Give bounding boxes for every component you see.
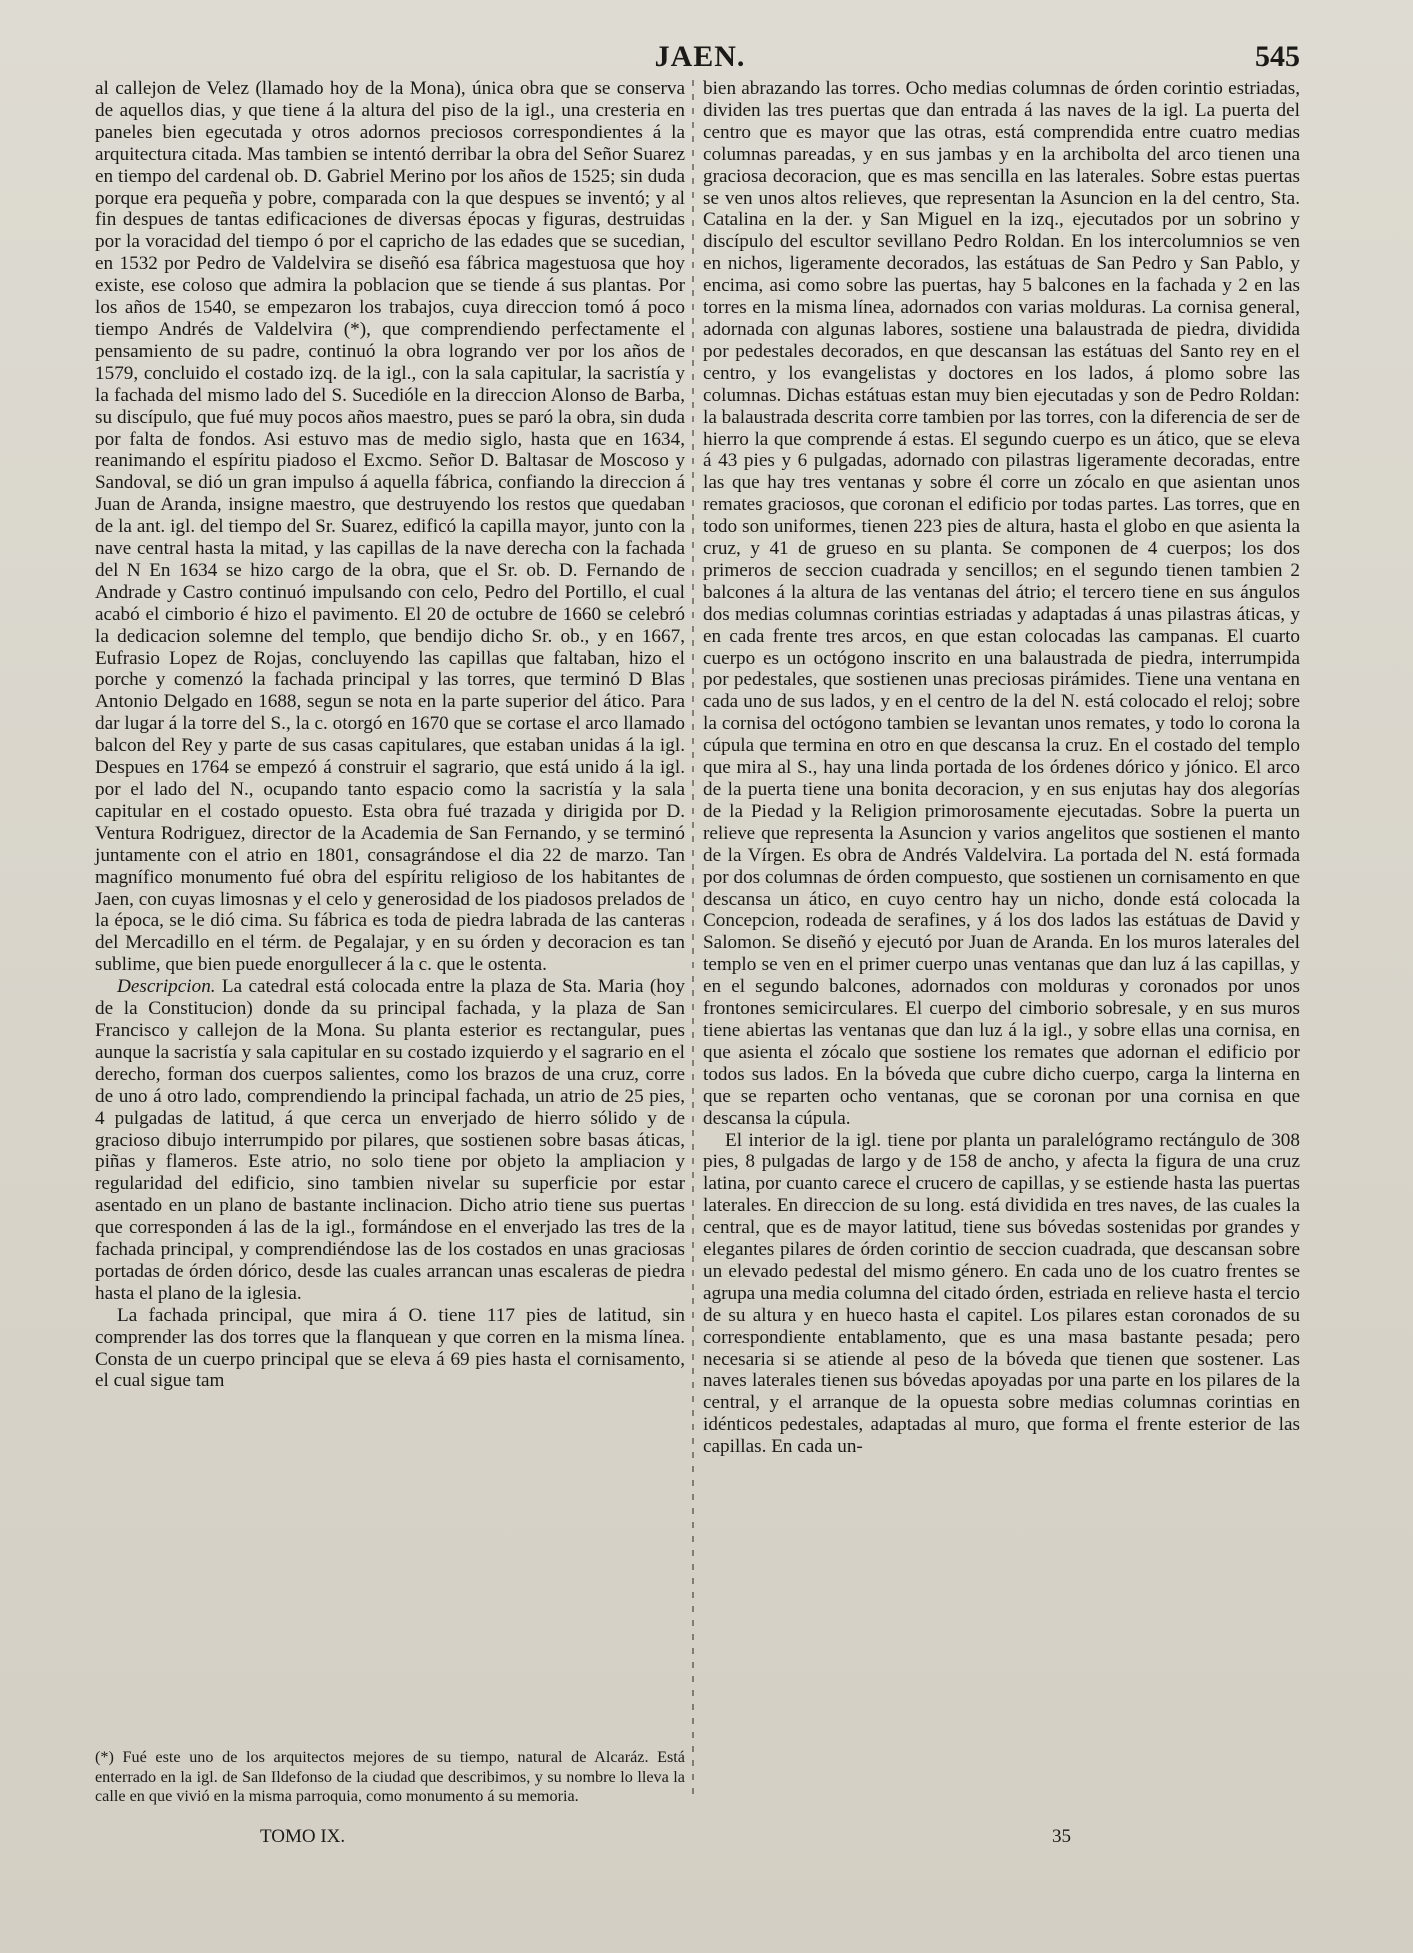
facade-continuation-paragraph: bien abrazando las torres. Ocho medias columnas de órden corintio estriadas, dividen las tres puertas que dan entrada á las naves de la igl. La puerta del centro que es mayor que las otras, está comprendida entre cuatro medias columnas pareadas, y en sus jambas y en la archibolta del arco tienen una graciosa decoracion, que es mas sencilla en las laterales. Sobre estas puertas se ven unos altos relieves, que representan la Asuncion en la del centro, Sta. Catalina en la der. y San Miguel en la izq., ejecutados por un sobrino y discípulo del escultor sevillano Pedro Roldan. En los intercolumnios se ven en nichos, ligeramente decorados, las estátuas de San Pedro y San Pablo, y encima, asi como sobre las puertas, hay 5 balcones en la fachada y 2 en las torres en la misma línea, adornados con varias molduras. La cornisa general, adornada con algunas labores, sostiene una balaustrada de piedra, dividida por pedestales decorados, en que descansan las estátuas del Santo rey en el centro, y los evangelistas y doctores en los lados, á plomo sobre las columnas. Dichas estátuas estan muy bien ejecutadas y son de Pedro Roldan: la balaustrada descrita corre tambien por las torres, con la diferencia de ser de hierro la que comprende á estas. El segundo cuerpo es un ático, que se eleva á 43 pies y 6 pulgadas, adornado con pilastras ligeramente decoradas, entre las que hay tres ventanas y sobre él corre un zócalo en que asientan unos remates graciosos, que coronan el edificio por todas partes. Las torres, que en todo son uniformes, tienen 223 pies de altura, hasta el globo en que asienta la cruz, y 41 de grueso en su planta. Se componen de 4 cuerpos; los dos primeros de seccion cuadrada y sencillos; en el segundo tienen tambien 2 balcones á la altura de las ventanas del átrio; el tercero tiene en sus ángulos dos medias columnas corintias estriadas y adaptadas á unas pilastras áticas, y en cada frente tres arcos, en que estan colocadas las campanas. El cuarto cuerpo es un octógono inscrito en una balaustrada de piedra, interrumpida por pedestales, que sostienen unas preciosas pirámides. Tiene una ventana en cada uno de sus lados, y en el centro de la del N. está colocado el reloj; sobre la cornisa del octógono tambien se levantan unos remates, y todo lo corona la cúpula que termina en otro en que descansa la cruz. En el costado del templo que mira al S., hay una linda portada de los órdenes dórico y jónico. El arco de la puerta tiene una bonita decoracion, y en sus enjutas hay dos alegorías de la Piedad y la Religion primorosamente ejecutadas. Sobre la puerta un relieve que representa la Asuncion y varios angelitos que sostienen el manto de la Vírgen. Es obra de Andrés Valdelvira. La portada del N. está formada por dos columnas de órden compuesto, que sostienen un cornisamento en que descansa un ático, en cuyo centro hay un nicho, donde está colocada la Concepcion, rodeada de serafines, y á los dos lados las estátuas de David y Salomon. Se diseñó y ejecutó por Juan de Aranda. En los muros laterales del templo se ven en el primer cuerpo unas ventanas que dan luz á las capillas, y en el segundo balcones, adornados con molduras y coronados por unos frontones semicirculares. El cuerpo del cimborio sobresale, y en sus muros tiene abiertas las ventanas que dan luz á la igl., y sobre ellas una cornisa, en que asienta el zócalo que sostiene los remates que adornan el edificio por todos sus lados. En la bóveda que cubre dicho cuerpo, carga la linterna en que se reparten ocho ventanas, que se coronan por una cornisa en que descansa la cúpula. <box>703 78 1300 1129</box>
volume-label: TOMO IX. <box>260 1826 346 1847</box>
running-title: JAEN. <box>654 40 746 73</box>
left-column <box>95 78 685 1392</box>
description-text: La catedral está colocada entre la plaza de Sta. Maria (hoy de la Constitucion) donde da su principal fachada, y la plaza de San Francisco y callejon de la Mona. Su planta esterior es rectangular, pues aunque la sacristía y sala capitular en su costado izquierdo y el sagrario en el derecho, forman dos cuerpos salientes, como los brazos de una cruz, corre de uno á otro lado, comprendiendo la principal fachada, un atrio de 25 pies, 4 pulgadas de latitud, á que cerca un enverjado de hierro sólido y de gracioso dibujo interrumpido por pilares, que sostienen sobre basas áticas, piñas y flameros. Este atrio, no solo tiene por objeto la ampliacion y regularidad del edificio, sino tambien nivelar su superficie por estar asentado en un plano de bastante inclinacion. Dicho atrio tiene sus puertas que corresponden á las de la igl., formándose en el enverjado las tres de la fachada principal, y comprendiéndose las de los costados en unas graciosas portadas de órden dórico, desde las cuales arrancan unas escaleras de piedra hasta el plano de la iglesia. <box>95 976 685 1304</box>
page-number: 545 <box>1255 40 1300 73</box>
page-header <box>100 40 1300 80</box>
signature-mark: 35 <box>1052 1826 1071 1847</box>
facade-paragraph: La fachada principal, que mira á O. tiene 117 pies de latitud, sin comprender las dos torres que la flanquean y que corren en la misma línea. Consta de un cuerpo principal que se eleva á 69 pies hasta el cornisamento, el cual sigue tam <box>95 1304 685 1392</box>
description-paragraph <box>95 976 685 1305</box>
interior-paragraph: El interior de la igl. tiene por planta un paralelógramo rectángulo de 308 pies, 8 pulgadas de largo y de 158 de ancho, y afecta la figura de una cruz latina, por cuanto carece el crucero de capillas, y se estiende hasta las puertas laterales. En direccion de su long. está dividida en tres naves, de las cuales la central, que es de mayor latitud, tiene sus bóvedas sostenidas por grandes y elegantes pilares de órden corintio de seccion cuadrada, que descansan sobre un elevado pedestal del mismo género. En cada uno de los cuatro frentes se agrupa una media columna del citado órden, estriada en relieve hasta el tercio de su altura y en hueco hasta el capitel. Los pilares estan coronados de su correspondiente entablamento, que es una masa bastante pesada; pero necesaria si se atiende al peso de la bóveda que tienen que sostener. Las naves laterales tienen sus bóvedas apoyadas por una parte en los pilares de la central, y el arranque de la opuesta sobre medias columnas corintias en idénticos pedestales, adaptadas al muro, que forma el frente esterior de las capillas. En cada un- <box>703 1129 1300 1458</box>
column-divider <box>692 80 694 1800</box>
section-lead: Descripcion. <box>117 976 216 998</box>
history-paragraph: al callejon de Velez (llamado hoy de la Mona), única obra que se conserva de aquellos dias, y que tiene á la altura del piso de la igl., una cresteria en paneles bien egecutada y otros adornos preciosos correspondientes á la arquitectura citada. Mas tambien se intentó derribar la obra del Señor Suarez en tiempo del cardenal ob. D. Gabriel Merino por los años de 1525; sin duda porque era pequeña y pobre, comparada con la que despues se inventó; y al fin despues de tantas edificaciones de diversas épocas y figuras, destruidas por la voracidad del tiempo ó por el capricho de las edades que se sucedian, en 1532 por Pedro de Valdelvira se diseñó esa fábrica magestuosa que hoy existe, ese coloso que admira la poblacion que se tiende á sus plantas. Por los años de 1540, se empezaron los trabajos, cuya direccion tomó á poco tiempo Andrés de Valdelvira (*), que comprendiendo perfectamente el pensamiento de su padre, continuó la obra logrando ver por los años de 1579, concluido el costado izq. de la igl., con la sala capitular, la sacristía y la fachada del mismo lado del S. Sucedióle en la direccion Alonso de Barba, su discípulo, que fué muy pocos años maestro, pues se paró la obra, sin duda por falta de fondos. Asi estuvo mas de medio siglo, hasta que en 1634, reanimando el espíritu piadoso el Excmo. Señor D. Baltasar de Moscoso y Sandoval, se dió un gran impulso á aquella fábrica, confiando la direccion á Juan de Aranda, insigne maestro, que destruyendo los restos que quedaban de la ant. igl. del tiempo del Sr. Suarez, edificó la capilla mayor, junto con la nave central hasta la mitad, y las capillas de la nave derecha con la fachada del N En 1634 se hizo cargo de la obra, que el Sr. ob. D. Fernando de Andrade y Castro continuó impulsando con celo, Pedro del Portillo, el cual acabó el cimborio é hizo el pavimento. El 20 de octubre de 1660 se celebró la dedicacion solemne del templo, que bendijo dicho Sr. ob., y en 1667, Eufrasio Lopez de Rojas, concluyendo las capillas que faltaban, hizo el porche y comenzó la fachada principal y las torres, que terminó D Blas Antonio Delgado en 1688, segun se nota en la parte superior del ático. Para dar lugar á la torre del S., la c. otorgó en 1670 que se cortase el arco llamado balcon del Rey y parte de sus casas capitulares, que estaban unidas á la igl. Despues en 1764 se empezó á construir el sagrario, que está unido á la igl. por el lado del N., ocupando tanto espacio como la sacristía y la sala capitular en el costado opuesto. Esta obra fué trazada y dirigida por D. Ventura Rodriguez, director de la Academia de San Fernando, y se terminó juntamente con el atrio en 1801, consagrándose el dia 22 de marzo. Tan magnífico monumento fué obra del espíritu religioso de los habitantes de Jaen, con cuyas limosnas y el celo y generosidad de los piadosos prelados de la época, se le dió cima. Su fábrica es toda de piedra labrada de las canteras del Mercadillo en el térm. de Pegalajar, y en su órden y decoracion es tan sublime, que bien puede enorgullecer á la c. que le ostenta. <box>95 78 685 976</box>
right-column <box>703 78 1300 1458</box>
footnote: (*) Fué este uno de los arquitectos mejores de su tiempo, natural de Alcaráz. Está enterrado en la igl. de San Ildefonso de la ciudad que describimos, y su nombre lo lleva la calle en que vivió en la misma parroquia, como monumento á su memoria. <box>95 1748 685 1805</box>
